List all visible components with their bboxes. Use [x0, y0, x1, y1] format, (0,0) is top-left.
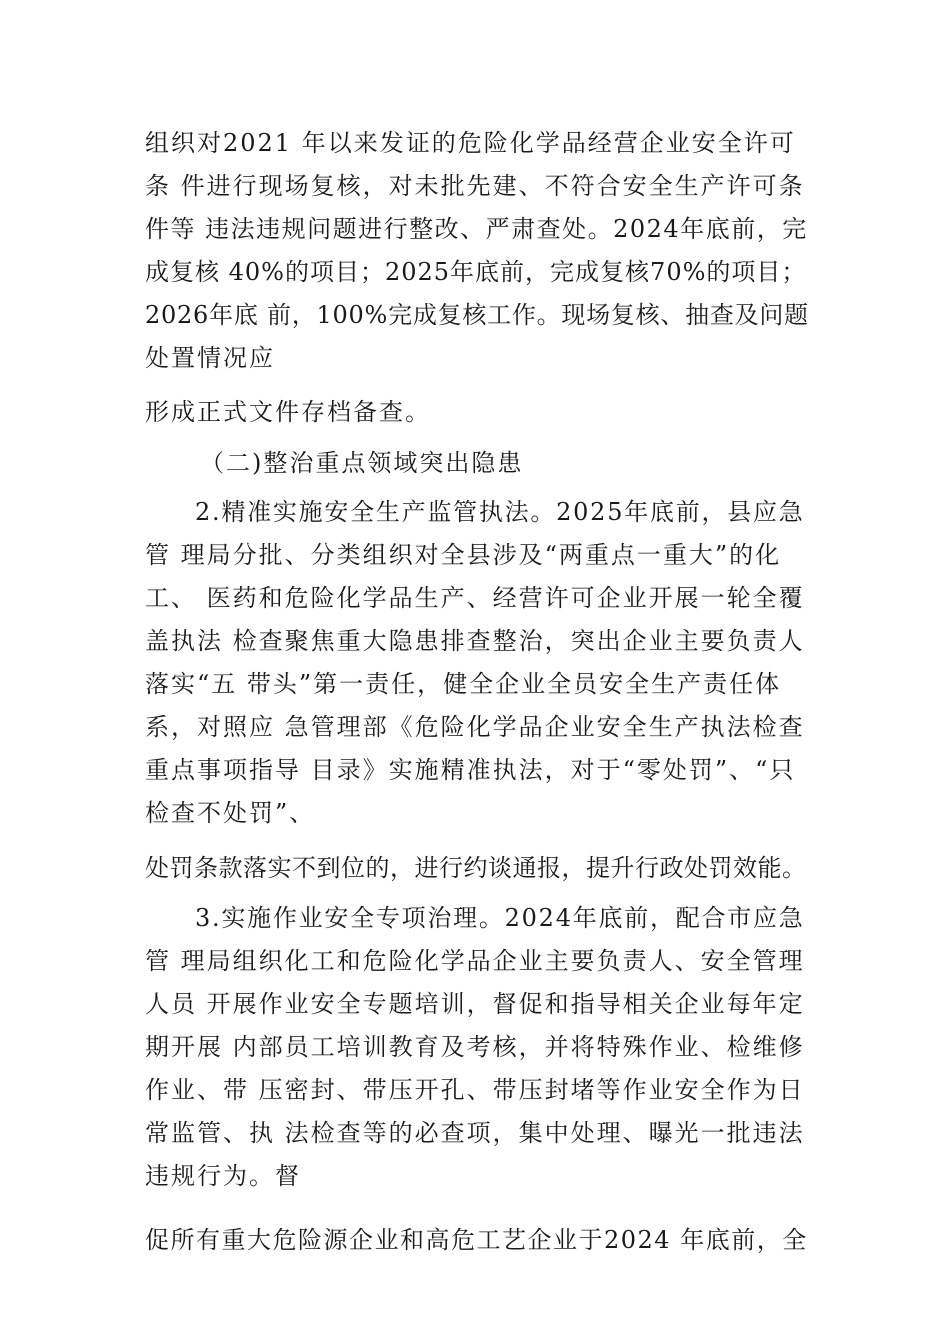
text-line: 处置情况应	[145, 344, 275, 372]
text-line: 工、 医药和危险化学品生产、经营许可企业开展一轮全覆	[145, 584, 805, 612]
text-line: 2026年底 前，100%完成复核工作。现场复核、抽查及问题	[145, 301, 809, 329]
text-line: 落实“五 带头”第一责任，健全企业全员安全生产责任体	[145, 670, 782, 698]
heading-line: （二)整治重点领域突出隐患	[200, 449, 524, 477]
text-line: 成复核 40%的项目；2025年底前，完成复核70%的项目；	[145, 258, 807, 286]
text-line: 常监管、执 法检查等的必查项，集中处理、曝光一批违法	[145, 1119, 805, 1147]
text-line: 期开展 内部员工培训教育及考核，并将特殊作业、检维修	[145, 1033, 805, 1061]
text-line: 3.实施作业安全专项治理。2024年底前，配合市应急	[195, 904, 805, 932]
text-line: 盖执法 检查聚焦重大隐患排查整治，突出企业主要负责人	[145, 627, 805, 655]
text-line: 检查不处罚”、	[145, 799, 316, 827]
text-line: 人员 开展作业安全专题培训，督促和指导相关企业每年定	[145, 990, 805, 1018]
text-line: 条 件进行现场复核，对未批先建、不符合安全生产许可条	[145, 172, 805, 200]
text-line: 作业、带 压密封、带压开孔、带压封堵等作业安全作为日	[145, 1076, 805, 1104]
text-line: 2.精准实施安全生产监管执法。2025年底前，县应急	[195, 498, 805, 526]
text-line: 违规行为。督	[145, 1162, 301, 1190]
text-line: 组织对2021 年以来发证的危险化学品经营企业安全许可	[145, 129, 796, 157]
text-line: 形成正式文件存档备查。	[145, 398, 431, 426]
text-line: 管 理局分批、分类组织对全县涉及“两重点一重大”的化	[145, 541, 782, 569]
text-line: 件等 违法违规问题进行整改、严肃查处。2024年底前，完	[145, 215, 808, 243]
text-line: 促所有重大危险源企业和高危工艺企业于2024 年底前，全	[145, 1226, 808, 1254]
text-line: 系，对照应 急管理部《危险化学品企业安全生产执法检查	[145, 713, 805, 741]
text-line: 管 理局组织化工和危险化学品企业主要负责人、安全管理	[145, 947, 805, 975]
text-line: 重点事项指导 目录》实施精准执法，对于“零处罚”、“只	[145, 756, 796, 784]
text-line: 处罚条款落实不到位的，进行约谈通报，提升行政处罚效能。	[145, 854, 807, 882]
